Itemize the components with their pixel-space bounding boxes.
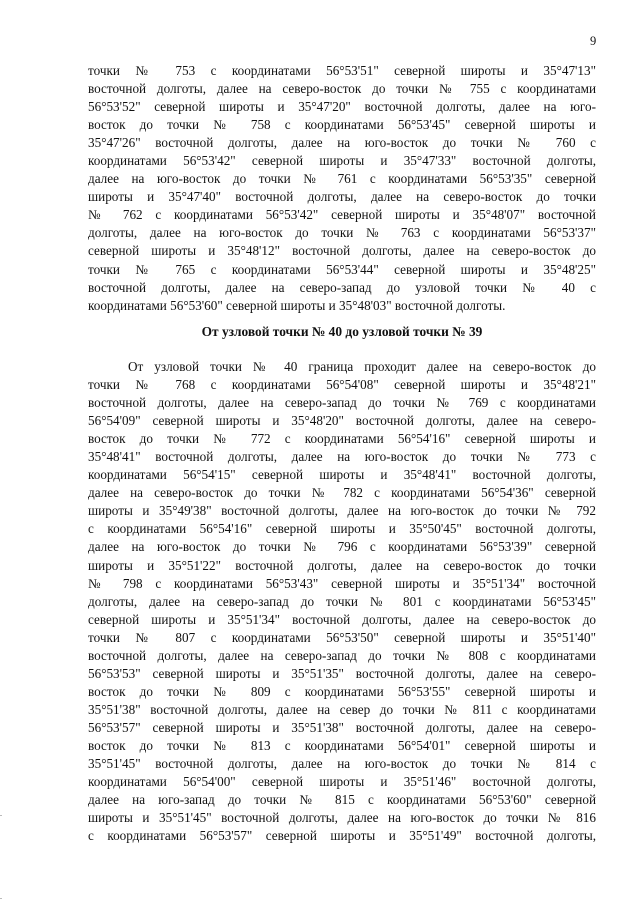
text-line: долготы, далее на юго-восток до точки № 763 с координатами 56°53'37"	[88, 225, 596, 241]
text-line: точки № 768 с координатами 56°54'08" северной широты и 35°48'21"	[88, 377, 596, 393]
text-line: восток до точки № 758 с координатами 56°53'45" северной широты и	[88, 117, 596, 133]
text-line: координатами 56°53'60" северной широты и 35°48'03" восточной долготы.	[88, 297, 506, 313]
text-line: с координатами 56°53'57" северной широты и 35°51'49" восточной долготы,	[88, 828, 596, 844]
text-line: с координатами 56°54'16" северной широты и 35°50'45" восточной долготы,	[88, 521, 596, 537]
text-line: восток до точки № 809 с координатами 56°53'55" северной широты и	[88, 683, 596, 699]
text-line: точки № 807 с координатами 56°53'50" северной широты и 35°51'40"	[88, 629, 596, 645]
text-line: широты и 35°51'45" восточной долготы, далее на юго-восток до точки № 816	[88, 810, 596, 826]
text-line: восточной долготы, далее на северо-запад до узловой точки № 40 с	[88, 279, 596, 295]
text-line: восточной долготы, далее на северо-запад до точки № 769 с координатами	[88, 395, 596, 411]
text-line: долготы, далее на северо-запад до точки № 801 с координатами 56°53'45"	[88, 593, 596, 609]
text-line: восток до точки № 813 с координатами 56°54'01" северной широты и	[88, 737, 596, 753]
text-line: № 798 с координатами 56°53'43" северной широты и 35°51'34" восточной	[88, 575, 596, 591]
scan-edge-mark	[0, 898, 2, 899]
text-line: 56°53'52" северной широты и 35°47'20" восточной долготы, далее на юго-	[88, 99, 596, 115]
scan-edge-mark	[0, 815, 2, 816]
text-line: широты и 35°51'22" восточной долготы, далее на северо-восток до точки	[88, 557, 596, 573]
section-heading: От узловой точки № 40 до узловой точки № 39	[201, 324, 483, 339]
text-line: северной широты и 35°48'12" восточной долготы, далее на северо-восток до	[88, 243, 596, 259]
text-line: далее на юго-запад до точки № 815 с координатами 56°53'60" северной	[88, 792, 596, 808]
text-line: восточной долготы, далее на северо-запад до точки № 808 с координатами	[88, 647, 596, 663]
text-line: точки № 753 с координатами 56°53'51" северной широты и 35°47'13"	[88, 63, 596, 78]
text-line: восток до точки № 772 с координатами 56°54'16" северной широты и	[88, 431, 596, 447]
text-line: 35°47'26" восточной долготы, далее на юго-восток до точки № 760 с	[88, 135, 596, 151]
text-line: координатами 56°53'42" северной широты и 35°47'33" восточной долготы,	[88, 153, 596, 169]
text-line: 35°48'41" восточной долготы, далее на юго-восток до точки № 773 с	[88, 449, 596, 465]
text-line: широты и 35°49'38" восточной долготы, далее на юго-восток до точки № 792	[88, 503, 596, 519]
text-line: № 762 с координатами 56°53'42" северной широты и 35°48'07" восточной	[88, 207, 596, 223]
text-line: широты и 35°47'40" восточной долготы, далее на северо-восток до точки	[88, 189, 596, 205]
text-line: координатами 56°54'00" северной широты и 35°51'46" восточной долготы,	[88, 774, 596, 790]
text-line: 35°51'45" восточной долготы, далее на юго-восток до точки № 814 с	[88, 756, 596, 772]
text-line: 56°54'09" северной широты и 35°48'20" восточной долготы, далее на северо-	[88, 413, 596, 429]
text-line: далее на юго-восток до точки № 761 с координатами 56°53'35" северной	[88, 171, 596, 187]
text-line: 56°53'53" северной широты и 35°51'35" восточной долготы, далее на северо-	[88, 665, 596, 681]
boundary-paragraph-1	[88, 62, 596, 315]
text-line: точки № 765 с координатами 56°53'44" северной широты и 35°48'25"	[88, 261, 596, 277]
text-line: далее на юго-восток до точки № 796 с координатами 56°53'39" северной	[88, 539, 596, 555]
page-number: 9	[590, 34, 597, 48]
text-line: 56°53'57" северной широты и 35°51'38" восточной долготы, далее на северо-	[88, 719, 596, 735]
text-line: северной широты и 35°51'34" восточной долготы, далее на северо-восток до	[88, 611, 596, 627]
boundary-paragraph-2	[88, 358, 596, 845]
text-line: далее на северо-восток до точки № 782 с координатами 56°54'36" северной	[88, 485, 596, 501]
text-line: 35°51'38" восточной долготы, далее на север до точки № 811 с координатами	[88, 701, 596, 717]
text-line: От узловой точки № 40 граница проходит далее на северо-восток до	[128, 359, 596, 374]
text-line: координатами 56°54'15" северной широты и 35°48'41" восточной долготы,	[88, 467, 596, 483]
text-line: восточной долготы, далее на северо-восток до точки № 755 с координатами	[88, 81, 596, 97]
